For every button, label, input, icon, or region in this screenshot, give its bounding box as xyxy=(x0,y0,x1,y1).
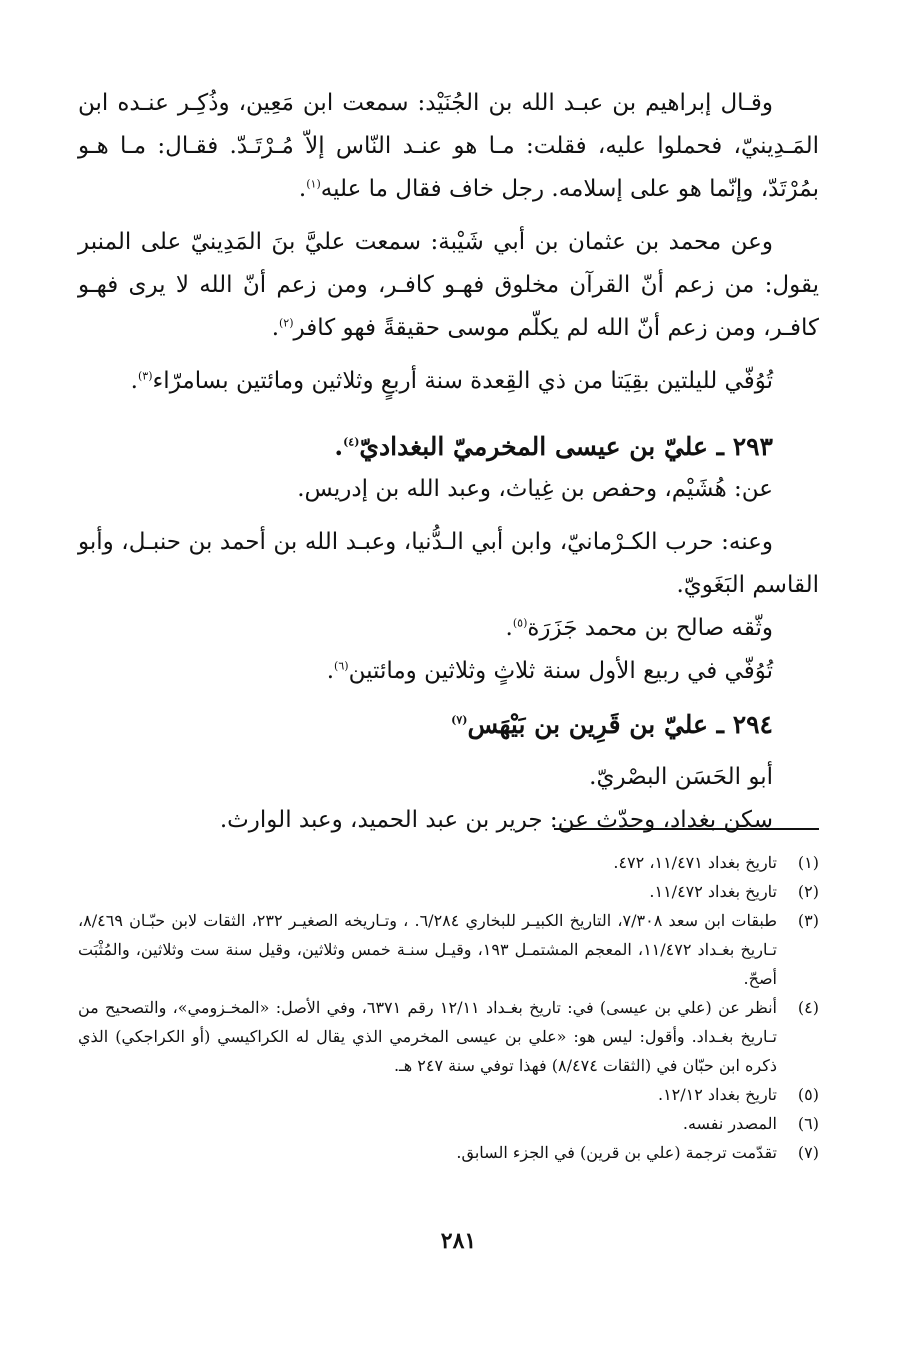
footnote: (٣) طبقات ابن سعد ٧/٣٠٨، التاريخ الكبيـر للبخاري ٦/٢٨٤. ، وتـاريخه الصغيـر ٢٣٢، الثقات لابن حبّـان ٨/٤٦٩، تـاريخ بغـداد ١١/٤٧٢، المعجم المشتمـل ١٩٣، وقيـل سنـة خمس وثلاثين، وقيل سنة ست وثلاثين، والمُثْبَت أصحّ. xyxy=(78,911,819,988)
footnote: (٤) أنظر عن (علي بن عيسى) في: تاريخ بغـداد ١٢/١١ رقم ٦٣٧١، وفي الأصل: «المخـزومي»، والتصحيح من تـاريخ بغـداد. وأقول: ليس هو: «علي بن عيسى المخرمي الذي يقال له الكراكيسي (أو الكراجكي) الذي ذكره ابن حبّان في (الثقات ٨/٤٧٤) فهذا توفي سنة ٢٤٧ هـ. xyxy=(78,998,819,1075)
footnotes xyxy=(78,848,819,1167)
footnote: (٦) المصدر نفسه. xyxy=(682,1114,819,1133)
footnote: (٧) تقدّمت ترجمة (علي بن قرين) في الجزء السابق. xyxy=(456,1143,819,1162)
paragraph: تُوُفّي في ربيع الأول سنة ثلاثٍ وثلاثين ومائتين$^{(٦)}$. xyxy=(326,658,773,684)
footnote: (٥) تاريخ بغداد ١٢/١٢. xyxy=(657,1085,819,1104)
paragraph: سكن بغداد، وحدّث عن: جرير بن عبد الحميد، وعبد الوارث. xyxy=(219,807,773,833)
footnote-marker[interactable]: (١) xyxy=(306,177,321,191)
paragraph: عن: هُشَيْم، وحفص بن غِياث، وعبد الله بن إدريس. xyxy=(297,476,773,502)
footnote-marker[interactable]: (٦) xyxy=(334,659,349,673)
entry-heading-294: ٢٩٤ ـ عليّ بن قَرِين بن بَيْهَس$^{(٧)}$ xyxy=(451,710,773,739)
main-text xyxy=(78,82,819,842)
footnote-marker[interactable]: (٣) xyxy=(137,369,153,383)
paragraph: تُوُفّي لليلتين بقِيَتا من ذي القِعدة سنة أربعٍ وثلاثين ومائتين بسامرّاء$^{(٣)}$. xyxy=(130,368,773,394)
paragraph: وعنه: حرب الكـرْمانيّ، وابن أبي الـدُّنيا، وعبـد الله بن أحمد بن حنبـل، وأبو القاسم البَغَويّ. xyxy=(78,529,819,598)
page-number: ٢٨١ xyxy=(440,1228,477,1254)
footnote-marker[interactable]: (٧) xyxy=(451,713,468,727)
paragraph: وثّقه صالح بن محمد جَزَرَة$^{(٥)}$. xyxy=(505,615,773,641)
footnote: (١) تاريخ بغداد ١١/٤٧١، ٤٧٢. xyxy=(613,853,819,872)
footnote: (٢) تاريخ بغداد ١١/٤٧٢. xyxy=(649,882,819,901)
paragraph: وقـال إبراهيم بن عبـد الله بن الجُنَيْد: سمعت ابن مَعِين، وذُكِـر عنـده ابن المَـدِينيّ، فحملوا عليه، فقلت: مـا هو عنـد النّاس إلاّ مُـرْتَـدّ. فقـال: مـا هـو بمُرْتَدّ، وإنّما هو على إسلامه. رجل خاف فقال ما عليه$^{(١)}$. xyxy=(78,90,819,202)
footnote-marker[interactable]: (٤) xyxy=(343,435,360,449)
footnote-marker[interactable]: (٥) xyxy=(512,616,528,630)
footnote-marker[interactable]: (٢) xyxy=(279,316,294,330)
paragraph: وعن محمد بن عثمان بن أبي شَيْبة: سمعت عليَّ بنَ المَدِينيّ على المنبر يقول: من زعم أنّ القرآن مخلوق فهـو كافـر، ومن زعم أنّ الله لا يرى فهـو كافـر، ومن زعم أنّ الله لم يكلّم موسى حقيقةً فهو كافر$^{(٢)}$. xyxy=(78,229,819,341)
paragraph: أبو الحَسَن البصْريّ. xyxy=(589,764,773,790)
footnote-divider xyxy=(554,828,819,830)
entry-heading-293: ٢٩٣ ـ عليّ بن عيسى المخرميّ البغداديّ$^{(٤)}$. xyxy=(334,432,773,461)
